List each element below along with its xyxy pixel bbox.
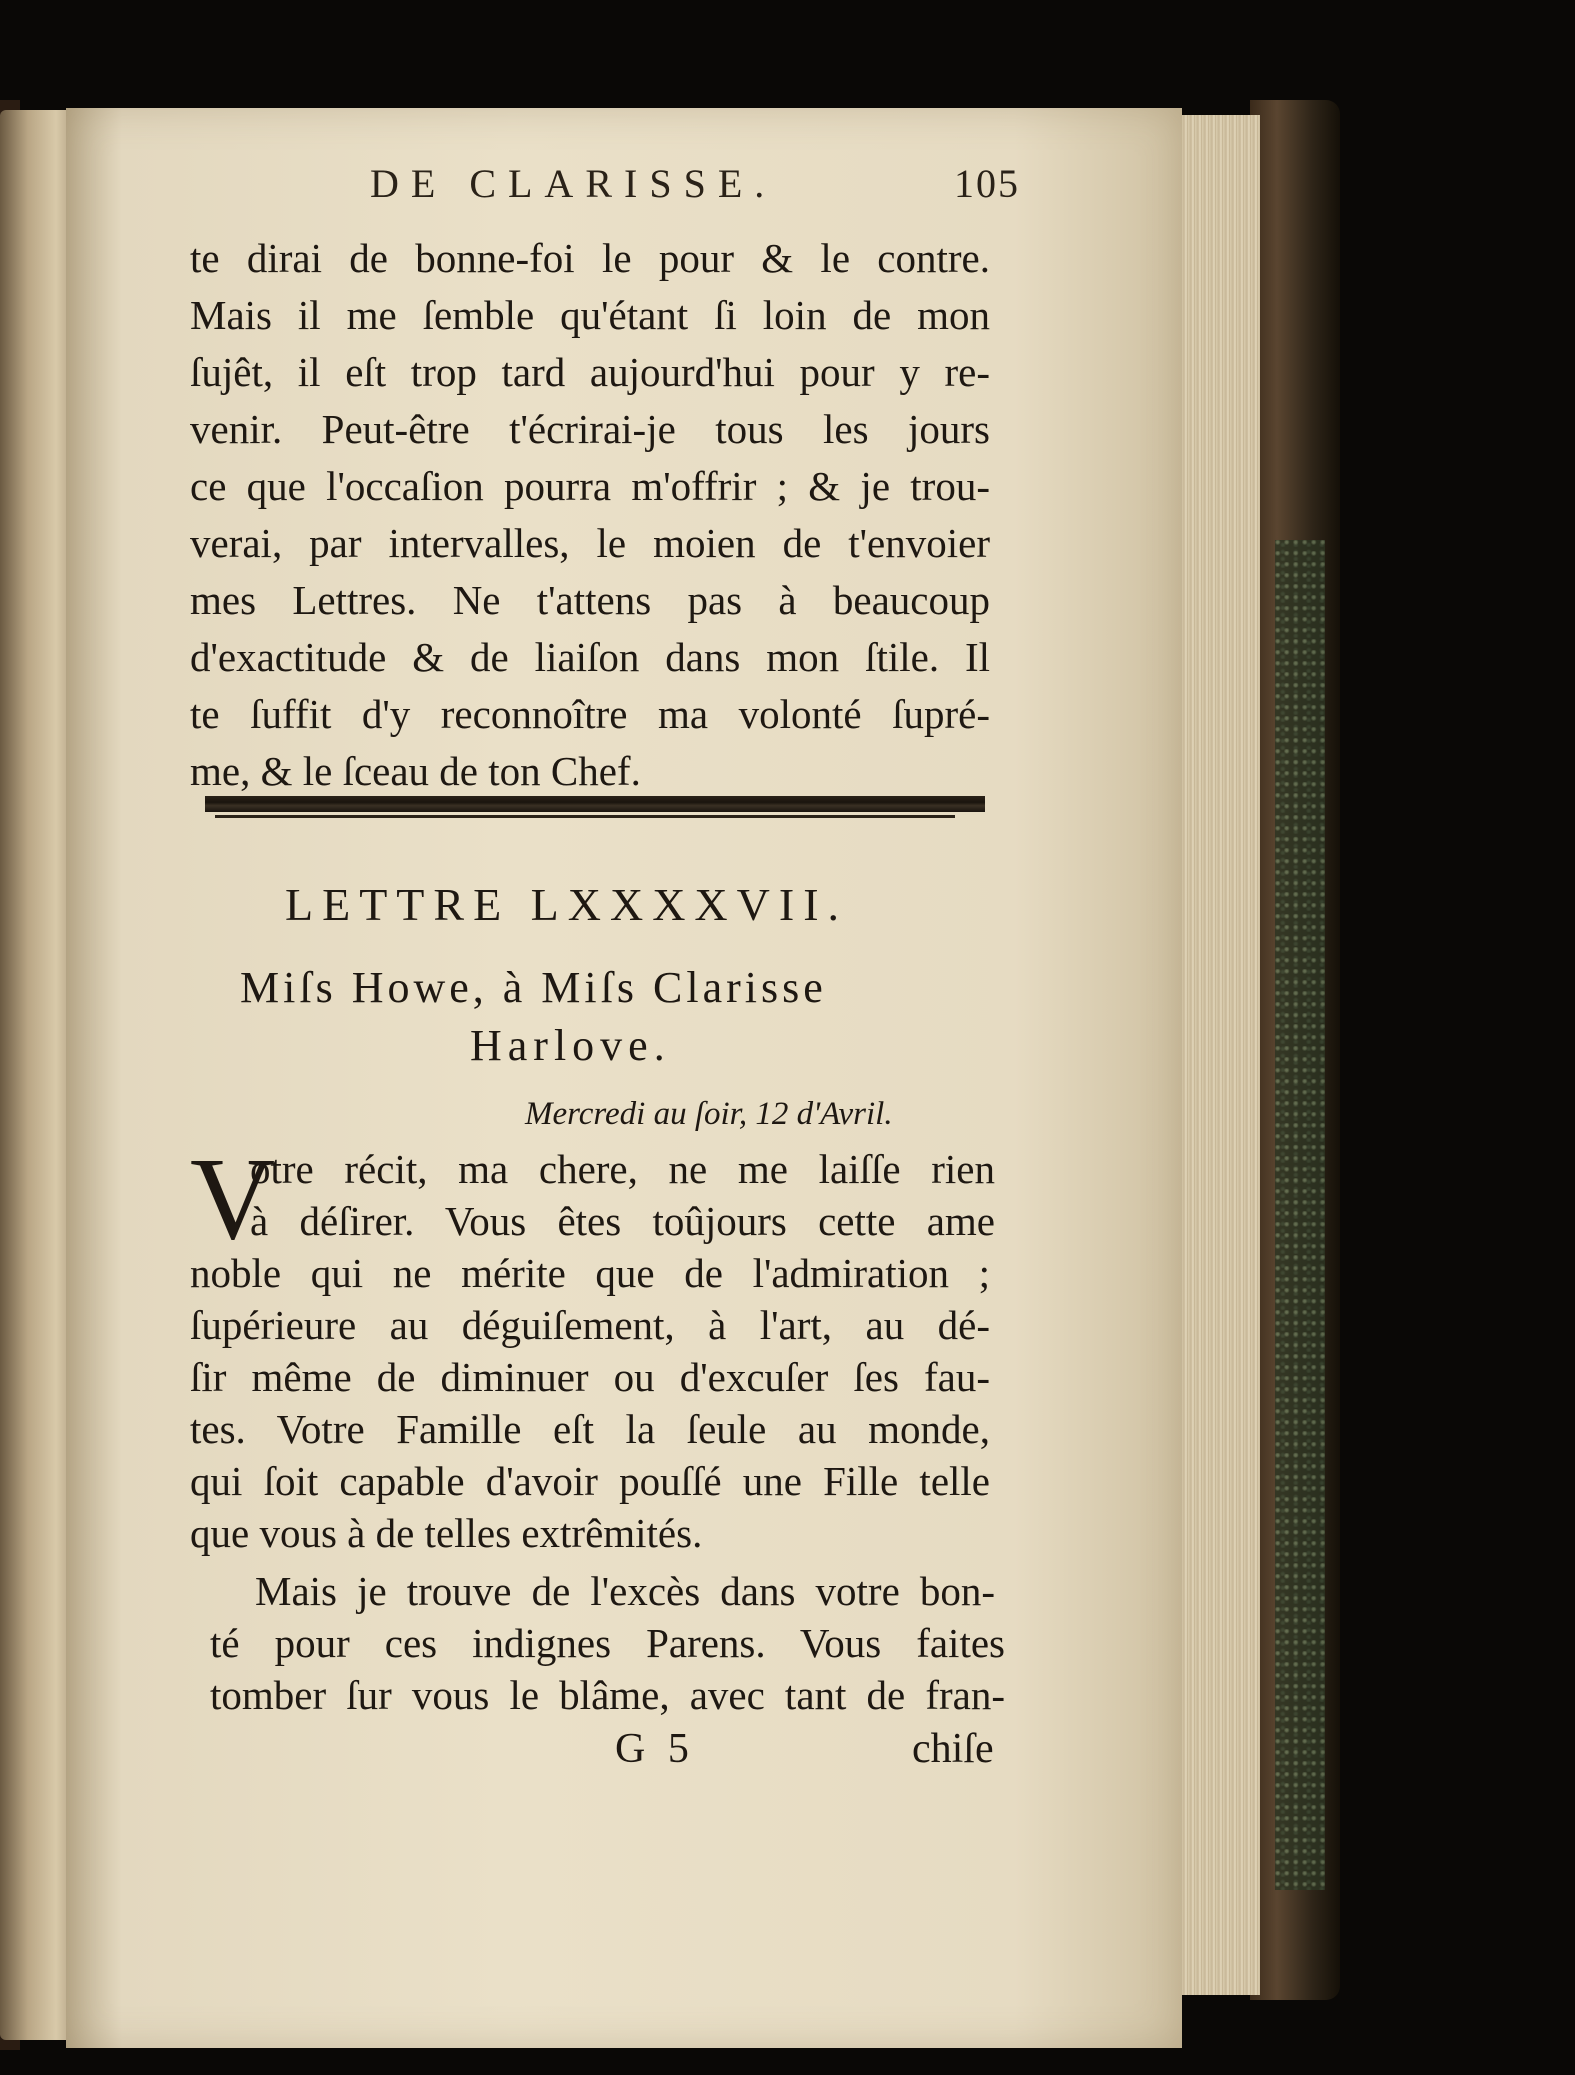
- text-line: que vous à de telles extrêmités.: [190, 1510, 703, 1556]
- text-line: té pour ces indignes Parens. Vous faites: [210, 1620, 1005, 1666]
- text-line: mes Lettres. Ne t'attens pas à beaucoup: [190, 577, 990, 623]
- letter-address-cont: Harlove.: [470, 1021, 671, 1070]
- drop-cap: V: [190, 1133, 276, 1264]
- letter-address: Miſs Howe, à Miſs Clarisse: [240, 963, 827, 1012]
- running-header: [300, 160, 1020, 220]
- text-line: ſupérieure au déguiſement, à l'art, au dé-: [190, 1302, 990, 1348]
- letter-title: LETTRE LXXXXVII.: [285, 879, 849, 930]
- text-line: tomber ſur vous le blâme, avec tant de fran-: [210, 1672, 1005, 1718]
- section-rule-thin: [215, 815, 955, 818]
- text-line: ſujêt, il eſt trop tard aujourd'hui pour y re-: [190, 349, 990, 395]
- section-rule: [205, 796, 985, 812]
- text-line: te dirai de bonne-foi le pour & le contre.: [190, 235, 990, 281]
- text-line: à déſirer. Vous êtes toûjours cette ame: [250, 1198, 995, 1244]
- text-line: me, & le ſceau de ton Chef.: [190, 748, 641, 794]
- letter-date: Mercredi au ſoir, 12 d'Avril.: [525, 1096, 893, 1132]
- signature-mark: G 5: [615, 1726, 695, 1772]
- text-line: tes. Votre Famille eſt la ſeule au monde,: [190, 1406, 990, 1452]
- running-title: DE CLARISSE.: [370, 161, 777, 206]
- text-line: Mais je trouve de l'excès dans votre bon-: [255, 1568, 995, 1614]
- text-line: venir. Peut-être t'écrirai-je tous les jours: [190, 406, 990, 452]
- text-line: noble qui ne mérite que de l'admiration ;: [190, 1250, 990, 1296]
- text-line: te ſuffit d'y reconnoître ma volonté ſupré-: [190, 691, 990, 737]
- text-line: ſir même de diminuer ou d'excuſer ſes fau-: [190, 1354, 990, 1400]
- text-line: otre récit, ma chere, ne me laiſſe rien: [250, 1146, 995, 1192]
- page-number: 105: [954, 161, 1020, 206]
- text-line: Mais il me ſemble qu'étant ſi loin de mon: [190, 292, 990, 338]
- catchword: chiſe: [912, 1726, 994, 1772]
- marbled-cover: [1275, 540, 1325, 1890]
- text-line: qui ſoit capable d'avoir pouſſé une Fille telle: [190, 1458, 990, 1504]
- text-line: verai, par intervalles, le moien de t'envoier: [190, 520, 990, 566]
- text-line: ce que l'occaſion pourra m'offrir ; & je trou-: [190, 463, 990, 509]
- text-line: d'exactitude & de liaiſon dans mon ſtile. Il: [190, 634, 990, 680]
